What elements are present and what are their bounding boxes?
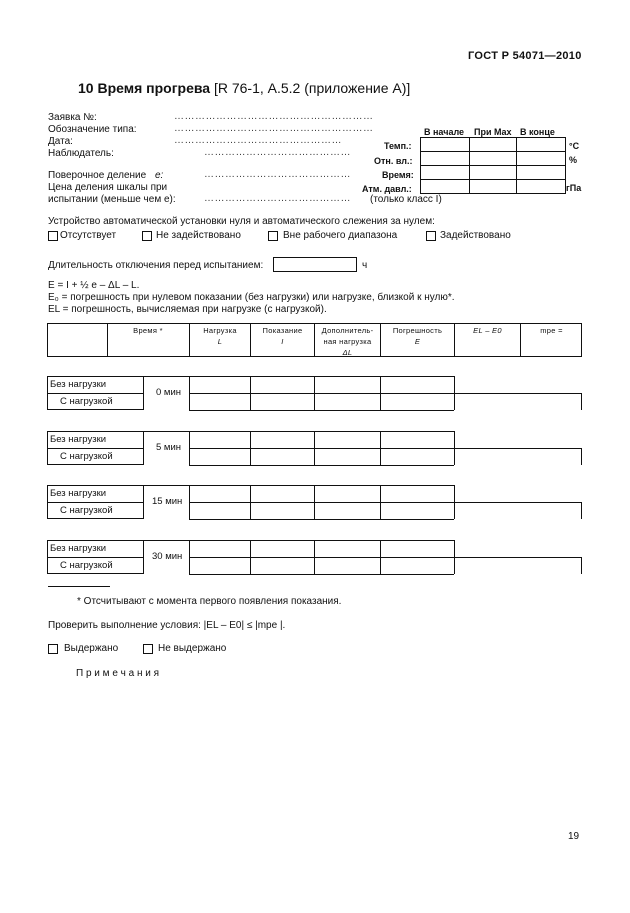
diff-cell[interactable]: [455, 449, 581, 465]
row-with-load-label: С нагрузкой: [60, 451, 113, 462]
with-load-cell[interactable]: [251, 449, 314, 465]
shutdown-input[interactable]: [273, 257, 357, 272]
no-load-cell[interactable]: [190, 486, 250, 502]
th-error-1: Погрешность: [392, 326, 443, 335]
failed-checkbox[interactable]: [143, 644, 153, 654]
pressure-end-cell[interactable]: [516, 179, 566, 194]
type-label: Обозначение типа:: [48, 124, 137, 135]
block-right-edge: [581, 557, 582, 574]
pressure-unit: гПа: [566, 183, 582, 193]
with-load-cell[interactable]: [251, 558, 314, 574]
scale-label-2: испытании (меньше чем e):: [48, 194, 176, 205]
diff-cell[interactable]: [455, 558, 581, 574]
with-load-cell[interactable]: [381, 503, 454, 519]
page-number: 19: [568, 831, 580, 842]
th-additional-3: ΔL: [342, 348, 353, 357]
with-load-cell[interactable]: [381, 558, 454, 574]
option-active-checkbox[interactable]: [426, 231, 436, 241]
formula-line-3: EL = погрешность, вычисляемая при нагрузке (с нагрузкой).: [48, 304, 327, 315]
pressure-max-cell[interactable]: [469, 179, 517, 194]
block-time-value: 0 мин: [156, 387, 182, 398]
no-load-cell[interactable]: [190, 541, 250, 557]
check-condition: Проверить выполнение условия: |EL – E0| ≤ |mpe |.: [48, 620, 286, 631]
option-out-of-range-label: Вне рабочего диапазона: [283, 230, 398, 241]
no-load-cell[interactable]: [381, 432, 454, 448]
observer-label: Наблюдатель:: [48, 148, 114, 159]
row-with-load-label: С нагрузкой: [60, 560, 113, 571]
row-no-load-label: Без нагрузки: [50, 543, 107, 554]
shutdown-unit: ч: [362, 260, 368, 271]
th-error: [381, 325, 454, 347]
footnote: * Отсчитывают с момента первого появления показания.: [77, 596, 342, 607]
no-load-cell[interactable]: [381, 377, 454, 393]
block-label-divider: [47, 502, 144, 503]
block-time-value: 15 мин: [152, 496, 183, 507]
humidity-max-cell[interactable]: [469, 151, 517, 166]
with-load-cell[interactable]: [315, 394, 380, 410]
th-mpe: mpe =: [540, 326, 563, 335]
block-right-edge: [581, 502, 582, 519]
col-start: В начале: [424, 127, 465, 137]
observer-field[interactable]: ……………………………………: [204, 147, 351, 158]
diff-cell[interactable]: [455, 503, 581, 519]
time-max-cell[interactable]: [469, 165, 517, 180]
th-reading-2: I: [281, 337, 284, 346]
with-load-cell[interactable]: [190, 503, 250, 519]
block-label-divider: [47, 393, 144, 394]
humidity-start-cell[interactable]: [420, 151, 470, 166]
scale-field[interactable]: ……………………………………: [204, 193, 351, 204]
th-additional-1: Дополнитель-: [321, 326, 374, 335]
pressure-start-cell[interactable]: [420, 179, 470, 194]
formula-line-1: E = I + ½ e – ΔL – L.: [48, 280, 140, 291]
block-bottom-line: [189, 410, 454, 411]
time-end-cell[interactable]: [516, 165, 566, 180]
with-load-cell[interactable]: [251, 394, 314, 410]
block-right-edge: [581, 393, 582, 410]
verification-text: Поверочное деление: [48, 170, 147, 181]
no-load-cell[interactable]: [381, 541, 454, 557]
standard-header: ГОСТ Р 54071—2010: [468, 50, 582, 62]
block-label-divider: [47, 557, 144, 558]
no-load-cell[interactable]: [315, 486, 380, 502]
no-load-cell[interactable]: [381, 486, 454, 502]
option-active-label: Задействовано: [440, 230, 511, 241]
th-additional: [315, 325, 380, 358]
col-max: При Max: [474, 127, 512, 137]
temp-label: Темп.:: [384, 141, 412, 151]
with-load-cell[interactable]: [381, 394, 454, 410]
time-start-cell[interactable]: [420, 165, 470, 180]
option-not-used-checkbox[interactable]: [142, 231, 152, 241]
th-diff: EL – E0: [473, 326, 502, 335]
section-title-text: 10 Время прогрева: [78, 80, 211, 96]
th-load-2: L: [217, 337, 223, 346]
temp-start-cell[interactable]: [420, 137, 470, 152]
row-no-load-label: Без нагрузки: [50, 488, 107, 499]
passed-label: Выдержано: [64, 643, 119, 654]
humidity-end-cell[interactable]: [516, 151, 566, 166]
no-load-cell[interactable]: [251, 377, 314, 393]
date-label: Дата:: [48, 136, 73, 147]
block-time-value: 5 мин: [156, 442, 182, 453]
verification-symbol: e:: [154, 170, 164, 181]
with-load-cell[interactable]: [251, 503, 314, 519]
with-load-cell[interactable]: [315, 503, 380, 519]
time-label: Время:: [382, 170, 414, 180]
th-additional-2: ная нагрузка: [323, 337, 372, 346]
th-time: Время *: [133, 326, 163, 335]
application-field[interactable]: …………………………………………………: [174, 111, 374, 122]
section-title: [78, 80, 410, 96]
verification-field[interactable]: ……………………………………: [204, 169, 351, 180]
humidity-unit: %: [569, 155, 578, 165]
footnote-rule: [48, 586, 110, 587]
option-not-used-label: Не задействовано: [156, 230, 241, 241]
shutdown-label: Длительность отключения перед испытанием:: [48, 260, 264, 271]
row-with-load-label: С нагрузкой: [60, 396, 113, 407]
th-reading: [251, 325, 314, 347]
failed-label: Не выдержано: [158, 643, 227, 654]
diff-cell[interactable]: [455, 394, 581, 410]
block-label-divider: [47, 448, 144, 449]
with-load-cell[interactable]: [315, 558, 380, 574]
row-no-load-label: Без нагрузки: [50, 434, 107, 445]
option-absent-label: Отсутствует: [60, 230, 117, 241]
option-absent-checkbox[interactable]: [48, 231, 58, 241]
pressure-label: Атм. давл.:: [362, 184, 412, 194]
th-error-2: E: [414, 337, 421, 346]
notes-label: П р и м е ч а н и я: [76, 668, 160, 679]
with-load-cell[interactable]: [381, 449, 454, 465]
no-load-cell[interactable]: [315, 432, 380, 448]
no-load-cell[interactable]: [190, 377, 250, 393]
no-load-cell[interactable]: [251, 541, 314, 557]
verification-label: [48, 170, 163, 181]
humidity-label: Отн. вл.:: [374, 156, 413, 166]
block-bottom-line: [189, 574, 454, 575]
type-field[interactable]: …………………………………………………: [174, 123, 374, 134]
scale-label-1: Цена деления шкалы при: [48, 182, 168, 193]
block-right-edge: [581, 448, 582, 465]
block-time-value: 30 мин: [152, 551, 183, 562]
option-out-of-range-checkbox[interactable]: [268, 231, 278, 241]
no-load-cell[interactable]: [251, 486, 314, 502]
temp-max-cell[interactable]: [469, 137, 517, 152]
no-load-cell[interactable]: [190, 432, 250, 448]
date-field[interactable]: …………………………………………: [174, 135, 342, 146]
no-load-cell[interactable]: [315, 541, 380, 557]
with-load-cell[interactable]: [315, 449, 380, 465]
th-load: [190, 325, 250, 347]
passed-checkbox[interactable]: [48, 644, 58, 654]
section-reference: [R 76-1, А.5.2 (приложение А)]: [213, 80, 411, 96]
temp-end-cell[interactable]: [516, 137, 566, 152]
th-load-1: Нагрузка: [203, 326, 237, 335]
row-with-load-label: С нагрузкой: [60, 505, 113, 516]
no-load-cell[interactable]: [251, 432, 314, 448]
with-load-cell[interactable]: [190, 394, 250, 410]
temp-unit: °С: [569, 141, 580, 151]
block-bottom-line: [189, 465, 454, 466]
no-load-cell[interactable]: [315, 377, 380, 393]
application-label: Заявка №:: [48, 112, 97, 123]
block-bottom-line: [189, 519, 454, 520]
row-no-load-label: Без нагрузки: [50, 379, 107, 390]
formula-line-2: E₀ = погрешность при нулевом показании (без нагрузки) или нагрузке, близкой к нулю*.: [48, 292, 455, 303]
col-end: В конце: [520, 127, 555, 137]
zero-device-title: Устройство автоматической установки нуля и автоматического слежения за нулем:: [48, 216, 435, 227]
with-load-cell[interactable]: [190, 449, 250, 465]
scale-note: (только класс I): [370, 194, 442, 205]
with-load-cell[interactable]: [190, 558, 250, 574]
th-reading-1: Показание: [262, 326, 303, 335]
